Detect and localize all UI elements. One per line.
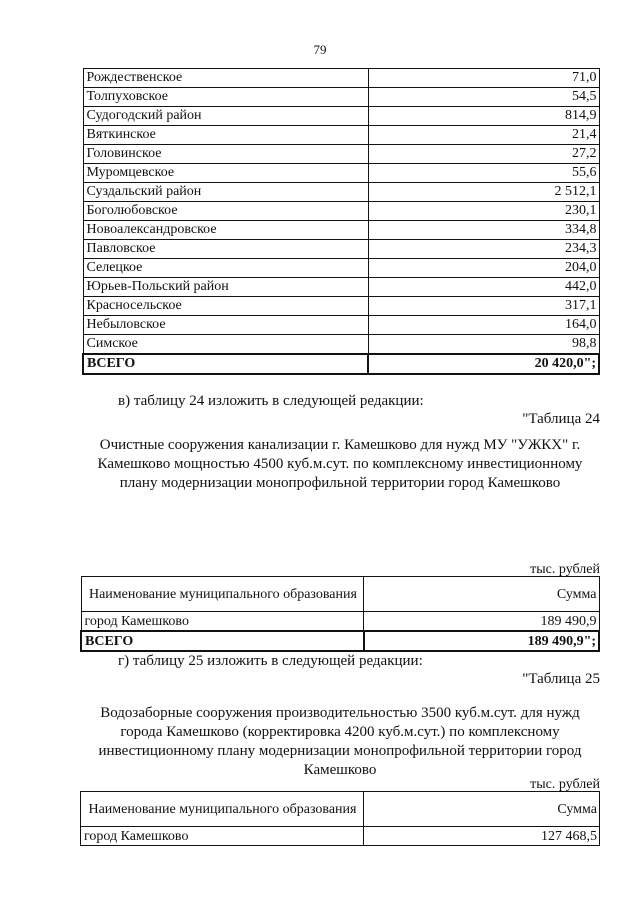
row-name-cell: Селецкое	[83, 259, 368, 278]
table-row	[81, 612, 599, 632]
table-row	[83, 297, 599, 316]
table-row	[83, 335, 599, 355]
table-row	[83, 126, 599, 145]
row-name-cell: Головинское	[83, 145, 368, 164]
row-name-cell: город Камешково	[81, 612, 364, 632]
row-name-cell: Толпуховское	[83, 88, 368, 107]
table-row	[83, 278, 599, 297]
row-name-cell: Красносельское	[83, 297, 368, 316]
header-sum-cell: Сумма	[363, 792, 599, 827]
total-name-cell: ВСЕГО	[81, 631, 364, 651]
row-name-cell: Суздальский район	[83, 183, 368, 202]
table-row	[83, 316, 599, 335]
header-name-cell: Наименование муниципального образования	[81, 577, 364, 612]
row-value-cell: 230,1	[368, 202, 599, 221]
table-row	[83, 88, 599, 107]
row-value-cell: 317,1	[368, 297, 599, 316]
row-name-cell: Боголюбовское	[83, 202, 368, 221]
row-value-cell: 55,6	[368, 164, 599, 183]
row-value-cell: 204,0	[368, 259, 599, 278]
row-name-cell: Вяткинское	[83, 126, 368, 145]
row-value-cell: 127 468,5	[363, 827, 599, 846]
row-name-cell: Небыловское	[83, 316, 368, 335]
row-value-cell: 234,3	[368, 240, 599, 259]
table-23	[82, 68, 600, 375]
page-number: 79	[313, 42, 327, 57]
row-name-cell: Павловское	[83, 240, 368, 259]
units-label: тыс. рублей	[530, 777, 600, 792]
row-value-cell: 189 490,9	[364, 612, 599, 632]
row-name-cell: Симское	[83, 335, 368, 355]
row-value-cell: 164,0	[368, 316, 599, 335]
table-25	[80, 791, 600, 846]
total-value-cell: 20 420,0";	[368, 354, 599, 374]
table-25-title: Водозаборные сооружения производительностью 3500 куб.м.сут. для нужд города Камешково (корректировка 4200 куб.м.сут.) по комплексному инвестиционному плану модернизации монопрофильной территории город Камешково	[98, 705, 582, 778]
row-value-cell: 98,8	[368, 335, 599, 355]
table-24	[80, 576, 600, 652]
table-header-row	[81, 577, 599, 612]
table-row	[83, 145, 599, 164]
row-name-cell: город Камешково	[81, 827, 364, 846]
row-name-cell: Новоалександровское	[83, 221, 368, 240]
table-row	[83, 107, 599, 126]
row-value-cell: 71,0	[368, 69, 599, 88]
row-name-cell: Рождественское	[83, 69, 368, 88]
table-row	[81, 827, 600, 846]
table-row	[83, 202, 599, 221]
table-row	[83, 221, 599, 240]
table-25-label: "Таблица 25	[522, 671, 600, 687]
row-value-cell: 27,2	[368, 145, 599, 164]
row-name-cell: Юрьев-Польский район	[83, 278, 368, 297]
row-value-cell: 21,4	[368, 126, 599, 145]
paragraph-v: в) таблицу 24 изложить в следующей редакции:	[118, 393, 424, 409]
table-row	[83, 183, 599, 202]
table-24-label: "Таблица 24	[522, 411, 600, 427]
table-header-row	[81, 792, 600, 827]
total-value-cell: 189 490,9";	[364, 631, 599, 651]
row-value-cell: 2 512,1	[368, 183, 599, 202]
units-label: тыс. рублей	[530, 562, 600, 577]
row-value-cell: 334,8	[368, 221, 599, 240]
row-value-cell: 54,5	[368, 88, 599, 107]
row-name-cell: Муромцевское	[83, 164, 368, 183]
table-24-title: Очистные сооружения канализации г. Камешково для нужд МУ "УЖКХ" г. Камешково мощностью 4500 куб.м.сут. по комплексному инвестиционному плану модернизации монопрофильной территории город Камешково	[97, 437, 583, 491]
paragraph-g: г) таблицу 25 изложить в следующей редакции:	[118, 653, 423, 669]
row-value-cell: 442,0	[368, 278, 599, 297]
header-sum-cell: Сумма	[364, 577, 599, 612]
table-row	[83, 164, 599, 183]
total-row	[81, 631, 599, 651]
table-row	[83, 240, 599, 259]
row-name-cell: Судогодский район	[83, 107, 368, 126]
row-value-cell: 814,9	[368, 107, 599, 126]
total-name-cell: ВСЕГО	[83, 354, 368, 374]
table-row	[83, 69, 599, 88]
table-row	[83, 259, 599, 278]
total-row	[83, 354, 599, 374]
header-name-cell: Наименование муниципального образования	[81, 792, 364, 827]
